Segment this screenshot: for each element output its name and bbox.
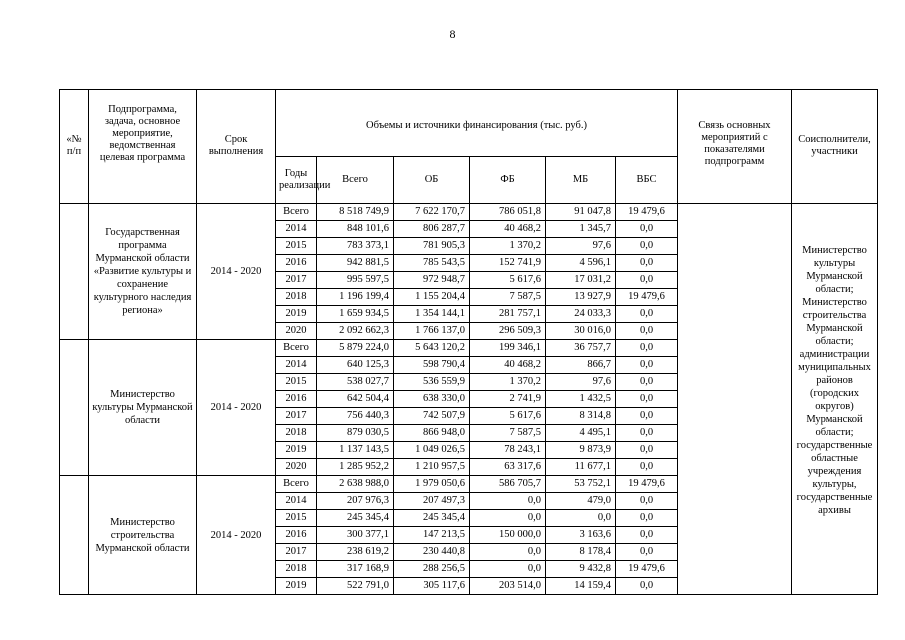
value-cell: 0,0 [470,493,546,510]
value-cell: 203 514,0 [470,578,546,595]
value-cell: 5 617,6 [470,272,546,289]
value-cell: 866 948,0 [394,425,470,442]
value-cell: 0,0 [616,544,678,561]
value-cell: 1 766 137,0 [394,323,470,340]
value-cell: 1 979 050,6 [394,476,470,493]
value-cell: 9 873,9 [546,442,616,459]
row-number-cell [60,204,89,340]
value-cell: 207 497,3 [394,493,470,510]
value-cell: 207 976,3 [317,493,394,510]
value-cell: 8 518 749,9 [317,204,394,221]
value-cell: 281 757,1 [470,306,546,323]
year-cell: 2015 [276,238,317,255]
value-cell: 2 092 662,3 [317,323,394,340]
value-cell: 1 345,7 [546,221,616,238]
value-cell: 642 504,4 [317,391,394,408]
value-cell: 199 346,1 [470,340,546,357]
value-cell: 479,0 [546,493,616,510]
value-cell: 63 317,6 [470,459,546,476]
value-cell: 78 243,1 [470,442,546,459]
value-cell: 1 285 952,2 [317,459,394,476]
value-cell: 0,0 [470,561,546,578]
value-cell: 97,6 [546,374,616,391]
value-cell: 742 507,9 [394,408,470,425]
value-cell: 1 210 957,5 [394,459,470,476]
year-cell: 2019 [276,578,317,595]
value-cell: 786 051,8 [470,204,546,221]
row-number-cell [60,476,89,595]
link-cell [678,204,792,595]
value-cell: 0,0 [616,357,678,374]
value-cell: 17 031,2 [546,272,616,289]
value-cell: 305 117,6 [394,578,470,595]
value-cell: 9 432,8 [546,561,616,578]
year-cell: 2018 [276,561,317,578]
page-number: 8 [449,27,456,41]
value-cell: 3 163,6 [546,527,616,544]
value-cell: 300 377,1 [317,527,394,544]
value-cell: 0,0 [616,408,678,425]
value-cell: 24 033,3 [546,306,616,323]
value-cell: 8 314,8 [546,408,616,425]
value-cell: 598 790,4 [394,357,470,374]
value-cell: 0,0 [616,306,678,323]
value-cell: 0,0 [616,374,678,391]
value-cell: 40 468,2 [470,221,546,238]
year-cell: 2020 [276,323,317,340]
value-cell: 0,0 [616,391,678,408]
value-cell: 0,0 [616,510,678,527]
value-cell: 7 587,5 [470,425,546,442]
value-cell: 806 287,7 [394,221,470,238]
value-cell: 30 016,0 [546,323,616,340]
value-cell: 995 597,5 [317,272,394,289]
value-cell: 152 741,9 [470,255,546,272]
value-cell: 53 752,1 [546,476,616,493]
subheader-2: ОБ [394,157,470,204]
value-cell: 5 643 120,2 [394,340,470,357]
header-funding: Объемы и источники финансирования (тыс. руб.) [276,90,678,157]
value-cell: 1 370,2 [470,238,546,255]
value-cell: 19 479,6 [616,476,678,493]
value-cell: 296 509,3 [470,323,546,340]
value-cell: 7 622 170,7 [394,204,470,221]
value-cell: 586 705,7 [470,476,546,493]
year-cell: 2019 [276,306,317,323]
value-cell: 0,0 [616,323,678,340]
year-cell: 2016 [276,391,317,408]
program-name: Государственная программа Мурманской области «Развитие культуры и сохранение культурного наследия региона» [89,204,197,340]
value-cell: 0,0 [616,340,678,357]
value-cell: 230 440,8 [394,544,470,561]
year-cell: 2018 [276,289,317,306]
value-cell: 2 638 988,0 [317,476,394,493]
year-cell: 2016 [276,527,317,544]
value-cell: 7 587,5 [470,289,546,306]
value-cell: 40 468,2 [470,357,546,374]
value-cell: 0,0 [470,544,546,561]
value-cell: 785 543,5 [394,255,470,272]
value-cell: 0,0 [616,459,678,476]
year-cell: 2015 [276,510,317,527]
value-cell: 14 159,4 [546,578,616,595]
subheader-5: ВБС [616,157,678,204]
value-cell: 942 881,5 [317,255,394,272]
value-cell: 5 879 224,0 [317,340,394,357]
value-cell: 0,0 [616,238,678,255]
value-cell: 238 619,2 [317,544,394,561]
year-cell: 2017 [276,272,317,289]
value-cell: 0,0 [546,510,616,527]
value-cell: 317 168,9 [317,561,394,578]
program-name: Министерство культуры Мурманской области [89,340,197,476]
value-cell: 1 370,2 [470,374,546,391]
value-cell: 1 196 199,4 [317,289,394,306]
value-cell: 4 596,1 [546,255,616,272]
value-cell: 36 757,7 [546,340,616,357]
year-cell: 2018 [276,425,317,442]
value-cell: 8 178,4 [546,544,616,561]
value-cell: 19 479,6 [616,289,678,306]
value-cell: 536 559,9 [394,374,470,391]
table-row [60,204,878,221]
program-term: 2014 - 2020 [197,204,276,340]
value-cell: 13 927,9 [546,289,616,306]
year-cell: 2014 [276,357,317,374]
header-term: Срок выполнения [197,90,276,204]
year-cell: 2017 [276,408,317,425]
year-cell: Всего [276,476,317,493]
value-cell: 1 155 204,4 [394,289,470,306]
value-cell: 783 373,1 [317,238,394,255]
value-cell: 638 330,0 [394,391,470,408]
value-cell: 1 432,5 [546,391,616,408]
value-cell: 879 030,5 [317,425,394,442]
row-number-cell [60,340,89,476]
subheader-4: МБ [546,157,616,204]
value-cell: 522 791,0 [317,578,394,595]
coexecutors-cell: Министерство культуры Мурманской области; Министерство строительства Мурманской области; администрации муниципальных районов (городских округов) Мурманской области; государственные областные учреждения культуры, государственные архивы [792,204,878,595]
header-coexec: Соисполнители, участники [792,90,878,204]
year-cell: 2014 [276,221,317,238]
value-cell: 972 948,7 [394,272,470,289]
year-cell: 2015 [276,374,317,391]
value-cell: 11 677,1 [546,459,616,476]
value-cell: 538 027,7 [317,374,394,391]
subheader-1: Всего [317,157,394,204]
value-cell: 4 495,1 [546,425,616,442]
value-cell: 848 101,6 [317,221,394,238]
year-cell: 2019 [276,442,317,459]
header-num: «№ п/п [60,90,89,204]
year-cell: 2020 [276,459,317,476]
value-cell: 0,0 [470,510,546,527]
value-cell: 245 345,4 [394,510,470,527]
value-cell: 0,0 [616,578,678,595]
value-cell: 1 049 026,5 [394,442,470,459]
funding-table [59,89,878,595]
value-cell: 756 440,3 [317,408,394,425]
subheader-3: ФБ [470,157,546,204]
value-cell: 97,6 [546,238,616,255]
subheader-0: Годы реализации [276,157,317,204]
value-cell: 0,0 [616,425,678,442]
value-cell: 150 000,0 [470,527,546,544]
value-cell: 0,0 [616,493,678,510]
year-cell: Всего [276,340,317,357]
value-cell: 2 741,9 [470,391,546,408]
year-cell: 2014 [276,493,317,510]
value-cell: 640 125,3 [317,357,394,374]
value-cell: 1 354 144,1 [394,306,470,323]
value-cell: 1 659 934,5 [317,306,394,323]
value-cell: 5 617,6 [470,408,546,425]
year-cell: 2017 [276,544,317,561]
value-cell: 0,0 [616,527,678,544]
value-cell: 91 047,8 [546,204,616,221]
value-cell: 19 479,6 [616,561,678,578]
value-cell: 0,0 [616,442,678,459]
header-program: Подпрограмма, задача, основное мероприятие, ведомственная целевая программа [89,90,197,204]
year-cell: 2016 [276,255,317,272]
value-cell: 245 345,4 [317,510,394,527]
value-cell: 0,0 [616,221,678,238]
value-cell: 0,0 [616,272,678,289]
value-cell: 19 479,6 [616,204,678,221]
value-cell: 0,0 [616,255,678,272]
value-cell: 781 905,3 [394,238,470,255]
value-cell: 1 137 143,5 [317,442,394,459]
value-cell: 147 213,5 [394,527,470,544]
program-term: 2014 - 2020 [197,340,276,476]
value-cell: 288 256,5 [394,561,470,578]
program-name: Министерство строительства Мурманской области [89,476,197,595]
year-cell: Всего [276,204,317,221]
header-link: Связь основных мероприятий с показателями подпрограмм [678,90,792,204]
value-cell: 866,7 [546,357,616,374]
program-term: 2014 - 2020 [197,476,276,595]
